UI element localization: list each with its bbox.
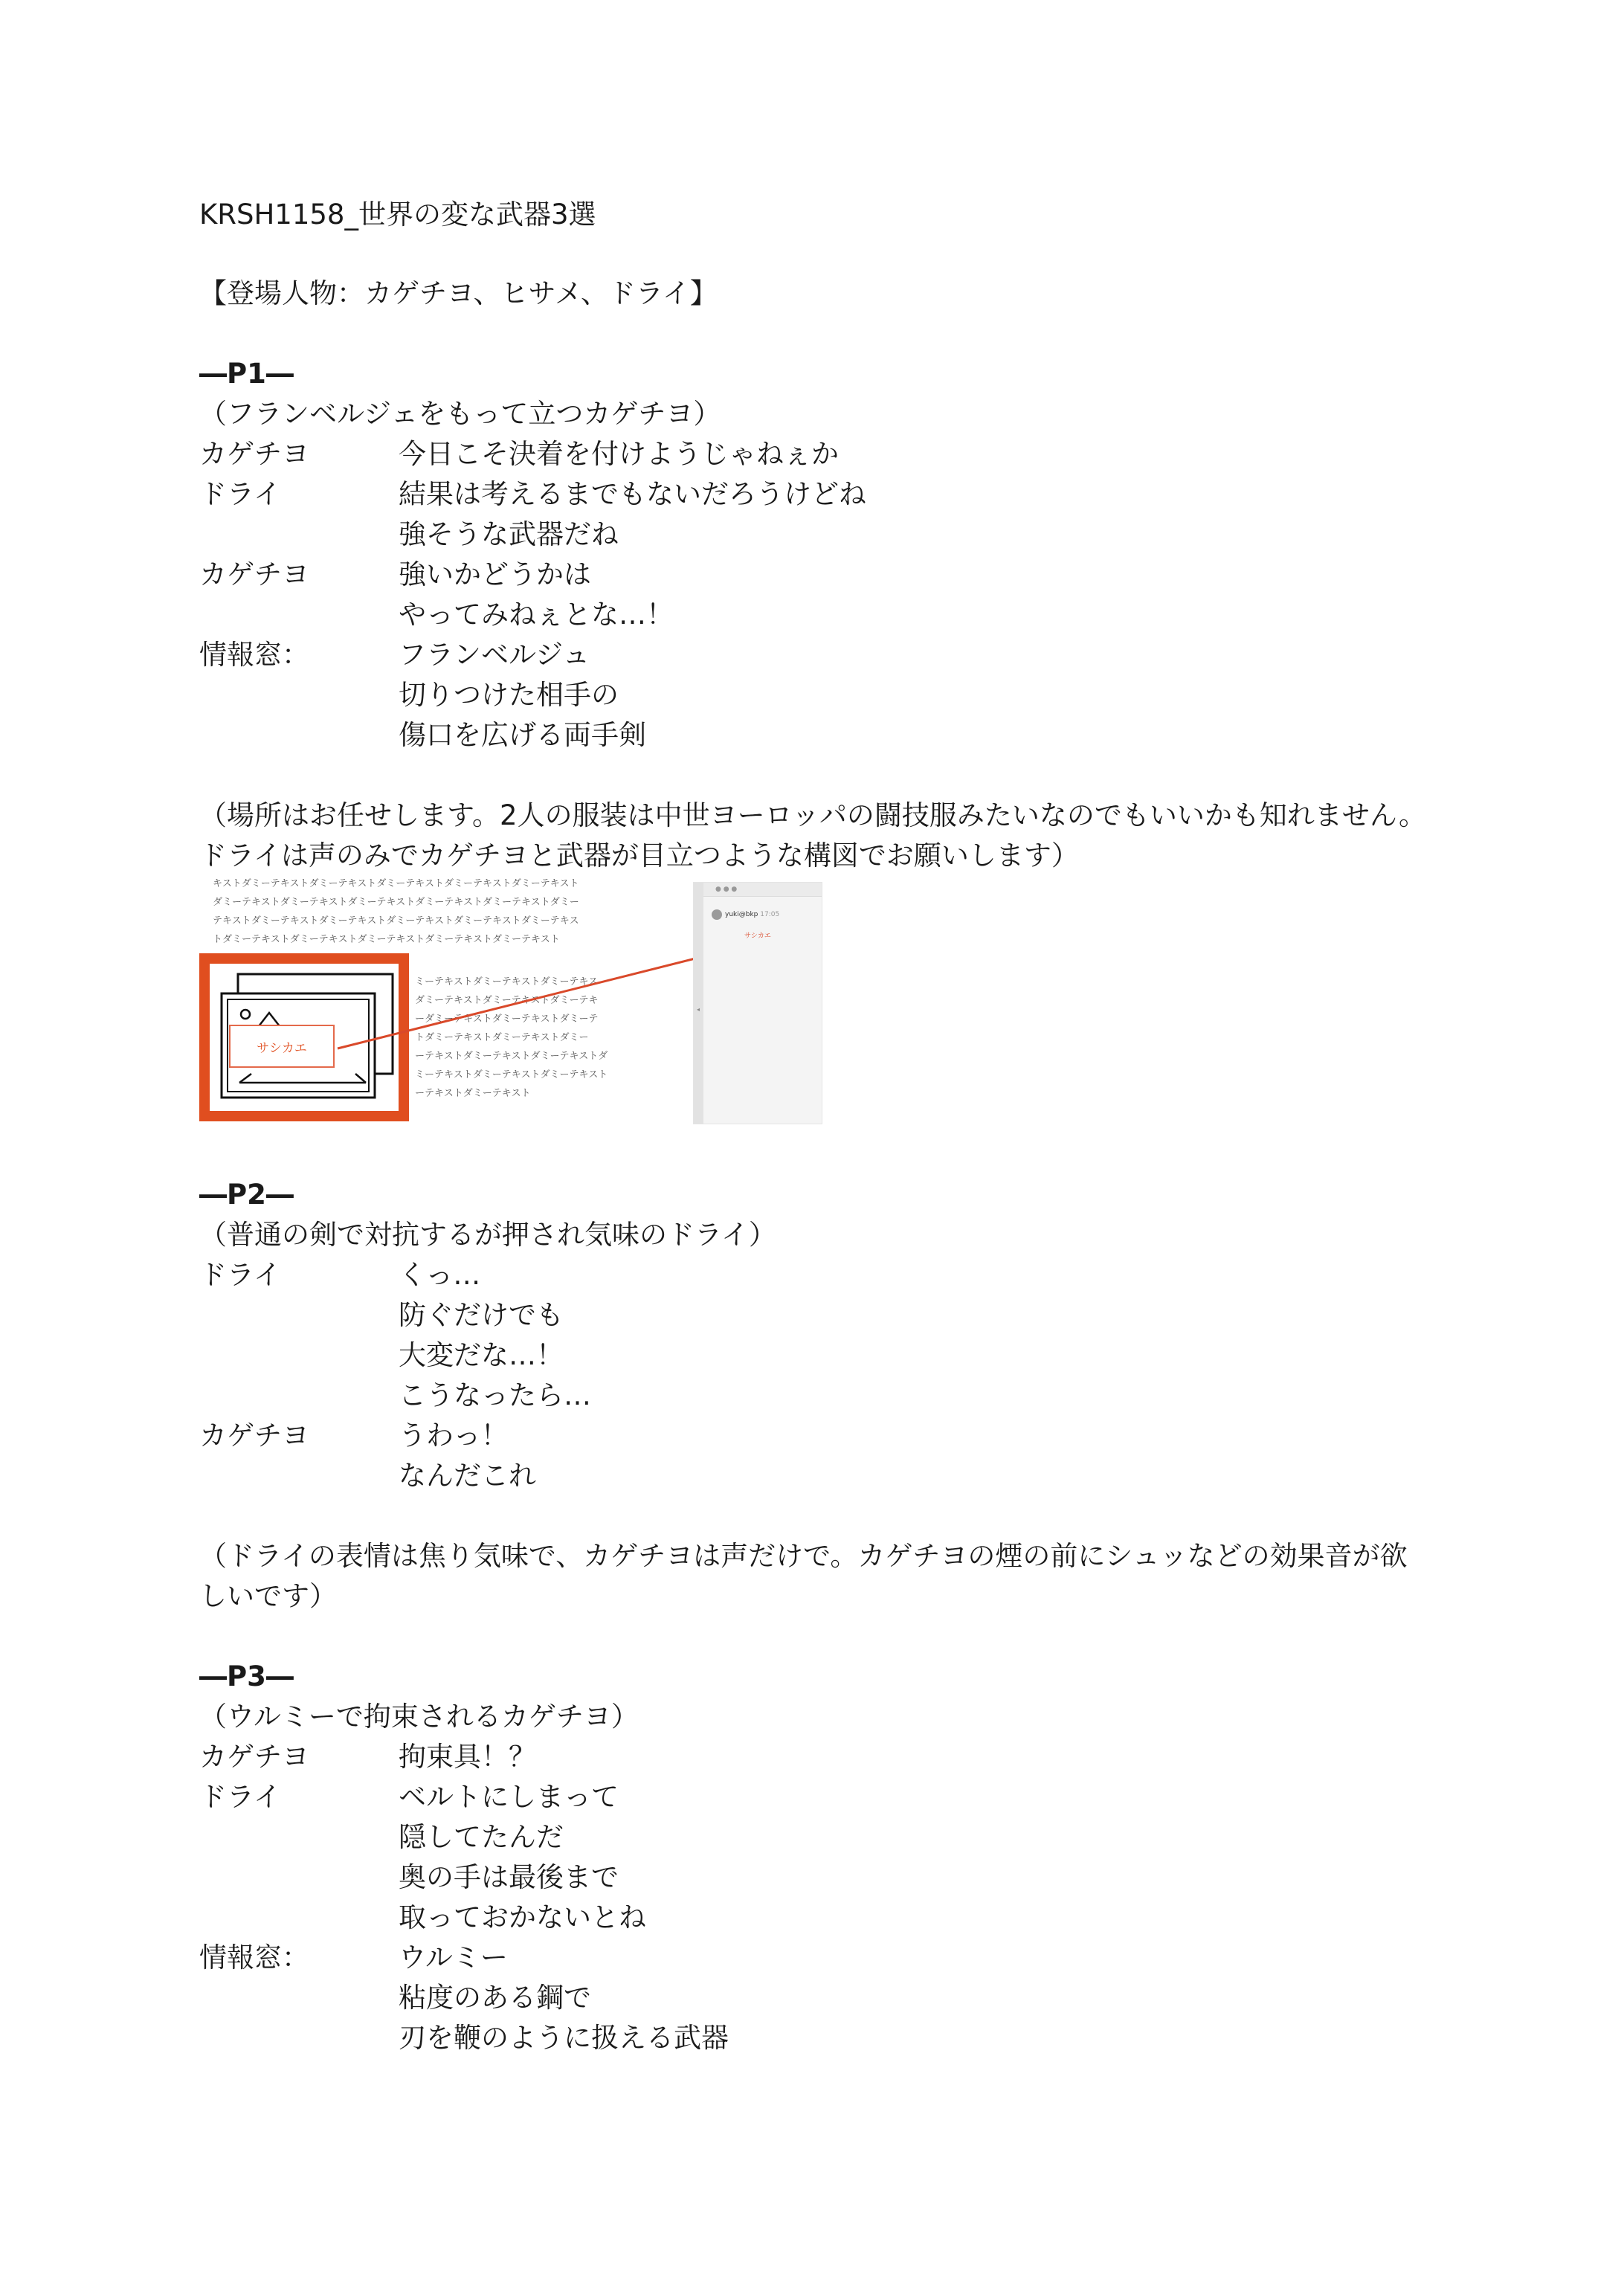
dialogue-text: 結果は考えるまでもないだろうけどね xyxy=(399,478,866,510)
dummy-text-line: ーダミーテキストダミーテキストダミーテ xyxy=(415,1014,599,1025)
dummy-text-line: ーテキストダミーテキストダミーテキストダ xyxy=(415,1051,608,1062)
dummy-text-line: ーテキストダミーテキスト xyxy=(415,1088,531,1099)
dummy-text-line: ミーテキストダミーテキストダミーテキス xyxy=(415,976,599,987)
dialogue-text: 今日こそ決着を付けようじゃねぇか xyxy=(399,438,839,470)
dialogue-text: やってみねぇとな…！ xyxy=(399,599,674,631)
dummy-text-line: ダミーテキストダミーテキストダミーテキ xyxy=(415,995,599,1006)
section-heading-p2: ―P2― xyxy=(199,1179,294,1211)
speaker-name: 情報窓： xyxy=(199,639,309,671)
comment-user: yuki@bkp xyxy=(725,911,758,918)
comment-author xyxy=(725,909,779,920)
dialogue-text: なんだこれ xyxy=(399,1460,536,1492)
dummy-text-line: テキストダミーテキストダミーテキストダミーテキストダミーテキストダミーテキス xyxy=(213,915,579,927)
speaker-name: カゲチヨ xyxy=(199,1741,309,1773)
dialogue-text: ベルトにしまって xyxy=(399,1781,619,1813)
dialogue-text: 取っておかないとね xyxy=(399,1901,646,1933)
dialogue-text: 拘束具！？ xyxy=(399,1741,536,1773)
panel-marker-icon: ◂ xyxy=(697,1006,700,1013)
dialogue-text: 強そうな武器だね xyxy=(399,518,619,550)
avatar xyxy=(712,909,722,920)
dialogue-text: ウルミー xyxy=(399,1942,508,1974)
production-note-p2: （ドライの表情は焦り気味で、カゲチヨは声だけで。カゲチヨの煙の前にシュッなどの効果音が欲しいです） xyxy=(199,1540,1408,1612)
production-note-p1: （場所はお任せします。2人の服装は中世ヨーロッパの闘技服みたいなのでもいいかも知れません。ドライは声のみでカゲチヨと武器が目立つような構図でお願いします） xyxy=(199,799,1427,871)
dummy-text-line: ミーテキストダミーテキストダミーテキスト xyxy=(415,1069,608,1080)
panel-header xyxy=(703,883,822,897)
speaker-name: ドライ xyxy=(199,1259,281,1291)
dialogue-text: 切りつけた相手の xyxy=(399,679,619,711)
comment-text: サシカエ xyxy=(744,932,771,940)
dialogue-text: 防ぐだけでも xyxy=(399,1299,564,1331)
panel-strip xyxy=(694,883,703,1124)
window-dots-icon: ● ● ● xyxy=(715,886,738,893)
dummy-text-line: トダミーテキストダミーテキストダミー xyxy=(415,1032,589,1043)
dialogue-text: 強いかどうかは xyxy=(399,558,591,590)
speaker-name: カゲチヨ xyxy=(199,1420,309,1452)
dialogue-text: 奥の手は最後まで xyxy=(399,1861,619,1893)
character-list: 【登場人物：カゲチヨ、ヒサメ、ドライ】 xyxy=(199,277,718,309)
dummy-text-line: ダミーテキストダミーテキストダミーテキストダミーテキストダミーテキストダミー xyxy=(213,897,579,908)
speaker-name: ドライ xyxy=(199,478,281,510)
dummy-text-line: キストダミーテキストダミーテキストダミーテキストダミーテキストダミーテキスト xyxy=(213,878,579,889)
speaker-name: カゲチヨ xyxy=(199,438,309,470)
dialogue-text: 粘度のある鋼で xyxy=(399,1982,591,2014)
replacement-instruction-figure xyxy=(198,874,837,1127)
speaker-name: 情報窓： xyxy=(199,1942,309,1974)
stage-direction-p2: （普通の剣で対抗するが押され気味のドライ） xyxy=(199,1219,776,1251)
dialogue-text: 隠してたんだ xyxy=(399,1821,564,1853)
dummy-text-line: トダミーテキストダミーテキストダミーテキストダミーテキストダミーテキスト xyxy=(213,934,560,945)
dialogue-text: くっ… xyxy=(399,1259,481,1291)
section-heading-p1: ―P1― xyxy=(199,358,294,390)
document-title: KRSH1158_世界の変な武器3選 xyxy=(199,199,596,231)
dialogue-text: 刃を鞭のように扱える武器 xyxy=(399,2022,729,2054)
dialogue-text: 傷口を広げる両手剣 xyxy=(399,719,646,751)
speaker-name: ドライ xyxy=(199,1781,281,1813)
sticky-note-label: サシカエ xyxy=(257,1040,307,1056)
section-heading-p3: ―P3― xyxy=(199,1660,294,1692)
dialogue-text: フランベルジュ xyxy=(399,639,590,671)
comment-time: 17:05 xyxy=(760,911,780,918)
stage-direction-p1: （フランベルジェをもって立つカゲチヨ） xyxy=(199,398,721,430)
dialogue-text: こうなったら… xyxy=(399,1379,591,1411)
stage-direction-p3: （ウルミーで拘束されるカゲチヨ） xyxy=(199,1701,639,1733)
dialogue-text: うわっ！ xyxy=(399,1420,509,1452)
comment-panel xyxy=(693,882,822,1124)
speaker-name: カゲチヨ xyxy=(199,558,309,590)
dialogue-text: 大変だな…！ xyxy=(399,1339,564,1371)
